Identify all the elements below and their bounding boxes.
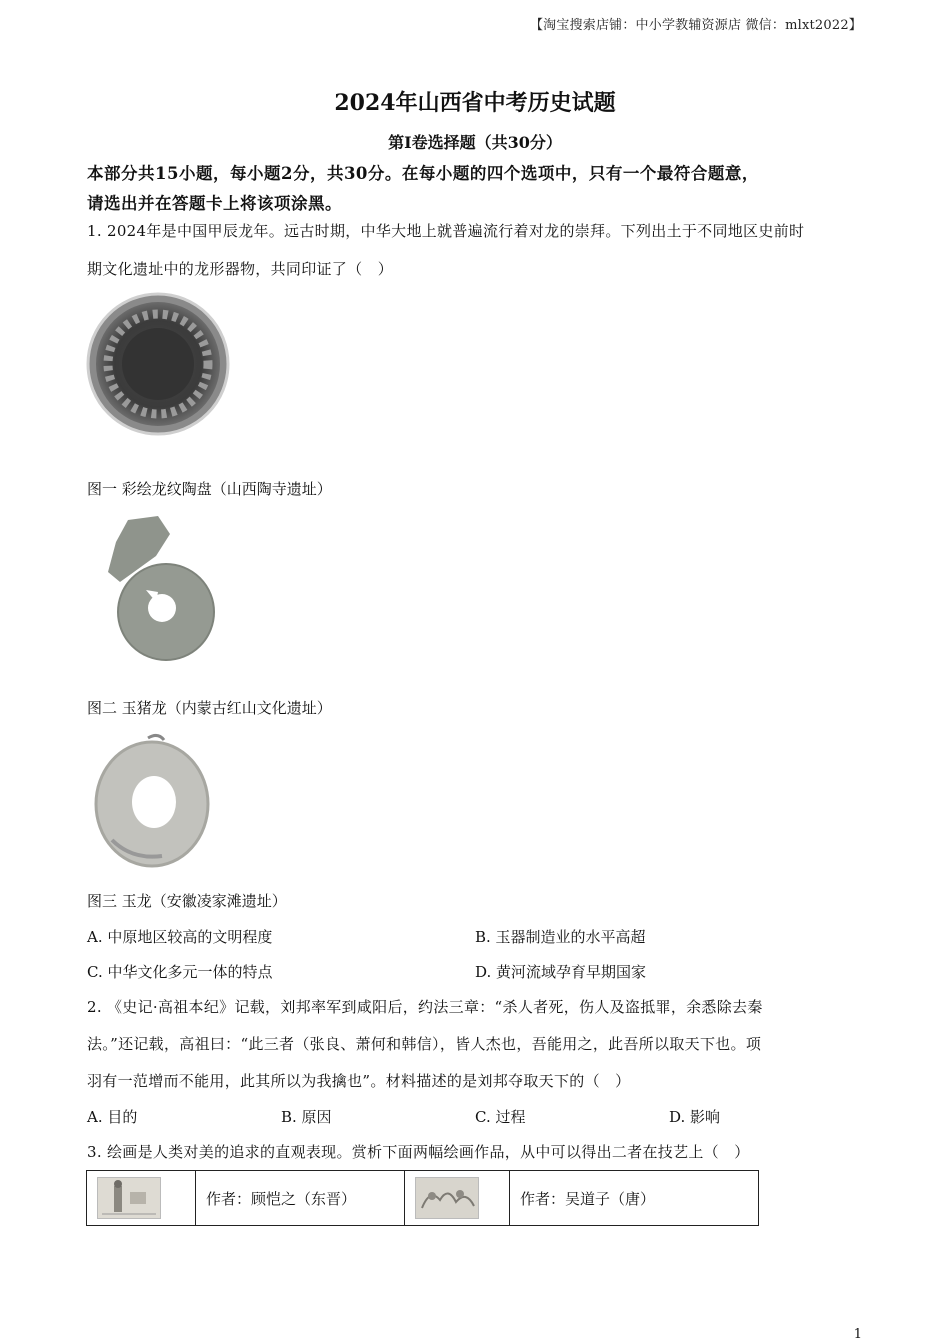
q2-option-b[interactable]: B. 原因 [281,1108,332,1126]
q3-cell-author-1 [196,1171,405,1226]
q1-option-b[interactable]: B. 玉器制造业的水平高超 [475,928,646,946]
instructions-line-2: 请选出并在答题卡上将该项涂黑。 [87,194,342,213]
instructions-line-1: 本部分共15小题，每小题2分，共30分。在每小题的四个选项中，只有一个最符合题意， [87,164,759,183]
q3-cell-author-2 [510,1171,759,1226]
q2-option-d[interactable]: D. 影响 [669,1108,721,1126]
q1-figure-3-caption: 图三 玉龙（安徽凌家滩遗址） [87,892,287,910]
q2-option-c[interactable]: C. 过程 [475,1108,526,1126]
header-note: 【淘宝搜索店铺：中小学教辅资源店 微信：mlxt2022】 [529,18,862,33]
jade-pig-dragon-image [98,512,216,674]
q2-stem-line-3: 羽有一范增而不能用，此其所以为我擒也”。材料描述的是刘邦夺取天下的（ ） [87,1072,631,1090]
q1-option-d[interactable]: D. 黄河流域孕育早期国家 [475,963,647,981]
q3-stem: 3. 绘画是人类对美的追求的直观表现。赏析下面两幅绘画作品，从中可以得出二者在技艺上（ ） [87,1143,750,1161]
q3-cell-image-1 [87,1171,196,1226]
q3-painting-table [86,1170,759,1226]
q1-option-c[interactable]: C. 中华文化多元一体的特点 [87,963,273,981]
q1-figure-1-caption: 图一 彩绘龙纹陶盘（山西陶寺遗址） [87,480,332,498]
q2-stem-line-1: 2. 《史记·高祖本纪》记载，刘邦率军到咸阳后，约法三章：“杀人者死，伤人及盗抵罪，余悉除去秦 [87,998,763,1016]
q2-stem-line-2: 法。”还记载，高祖曰：“此三者（张良、萧何和韩信），皆人杰也，吾能用之，此吾所以取天下也。项 [87,1035,762,1053]
q2-option-a[interactable]: A. 目的 [87,1108,138,1126]
jade-dragon-image [92,730,212,872]
gu-kaizhi-painting-thumbnail [97,1177,161,1219]
painted-pottery-plate-image [86,288,231,440]
wu-daozi-painting-thumbnail [415,1177,479,1219]
q1-stem-line-1: 1. 2024年是中国甲辰龙年。远古时期，中华大地上就普遍流行着对龙的崇拜。下列出土于不同地区史前时 [87,222,805,240]
q1-option-a[interactable]: A. 中原地区较高的文明程度 [87,928,273,946]
section-title: 第I卷选择题（共30分） [388,133,562,152]
q1-figure-2-caption: 图二 玉猪龙（内蒙古红山文化遗址） [87,699,332,717]
q3-cell-image-2 [405,1171,510,1226]
page-title: 2024年山西省中考历史试题 [334,90,616,116]
page-number: 1 [853,1327,862,1342]
q3-author-1: 作者：顾恺之（东晋） [206,1189,357,1208]
q1-stem-line-2: 期文化遗址中的龙形器物，共同印证了（ ） [87,260,394,278]
q3-author-2: 作者：吴道子（唐） [520,1189,656,1208]
